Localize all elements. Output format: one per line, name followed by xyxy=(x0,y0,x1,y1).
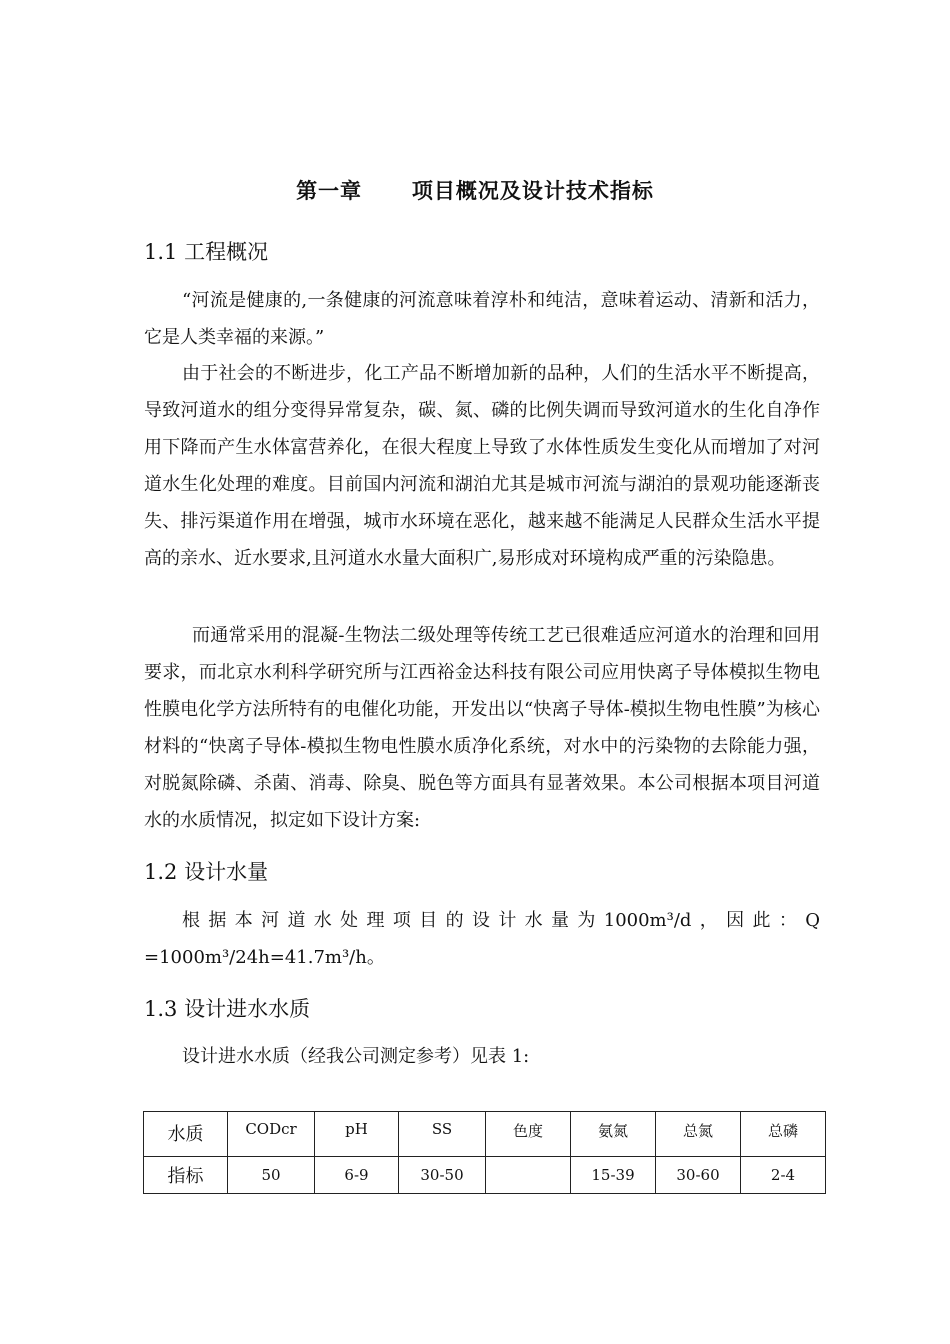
header-cell: 色度 xyxy=(486,1112,571,1157)
section-heading-1-3: 1.3 设计进水水质 xyxy=(144,997,311,1021)
design-flow-line-2: =1000m³/24h=41.7m³/h。 xyxy=(144,947,385,968)
section-heading-1-2: 1.2 设计水量 xyxy=(144,860,269,884)
design-flow-token: 河 xyxy=(261,910,280,931)
value-cell: 6-9 xyxy=(315,1157,399,1194)
design-flow-token: 量 xyxy=(551,910,570,931)
table-value-row xyxy=(144,1157,826,1194)
design-flow-paragraph xyxy=(144,902,820,976)
design-flow-token: 目 xyxy=(419,910,438,931)
chapter-title: 第一章 项目概况及设计技术指标 xyxy=(296,179,654,203)
section-heading-1-1: 1.1 工程概况 xyxy=(144,240,269,264)
design-flow-token: 水 xyxy=(313,910,332,931)
design-flow-token: Q xyxy=(805,910,820,931)
background-paragraph: 由于社会的不断进步，化工产品不断增加新的品种，人们的生活水平不断提高，导致河道水的组分变得异常复杂，碳、氮、磷的比例失调而导致河道水的生化自净作用下降而产生水体富营养化，在很大程度上导致了水体性质发生变化从而增加了对河道水生化处理的难度。目前国内河流和湖泊尤其是城市河流与湖泊的景观功能逐渐丧失、排污渠道作用在增强，城市水环境在恶化，越来越不能满足人民群众生活水平提高的亲水、近水要求,且河道水水量大面积广,易形成对环境构成严重的污染隐患。 xyxy=(144,363,820,569)
design-flow-token: 设 xyxy=(471,910,490,931)
header-cell: 总氮 xyxy=(656,1112,741,1157)
design-flow-line-1 xyxy=(144,902,820,939)
technology-paragraph: 而通常采用的混凝-生物法二级处理等传统工艺已很难适应河道水的治理和回用要求，而北京水利科学研究所与江西裕金达科技有限公司应用快离子导体模拟生物电性膜电化学方法所特有的电催化功能，开发出以“快离子导体-模拟生物电性膜”为核心材料的“快离子导体-模拟生物电性膜水质净化系统，对水中的污染物的去除能力强，对脱氮除磷、杀菌、消毒、除臭、脱色等方面具有显著效果。本公司根据本项目河道水的水质情况，拟定如下设计方案: xyxy=(144,625,820,831)
row-head-bottom: 指标 xyxy=(144,1157,228,1194)
value-cell xyxy=(486,1157,571,1194)
design-flow-token: 1000m³/d xyxy=(603,910,692,931)
design-flow-token: 因 xyxy=(726,910,745,931)
design-flow-token: 水 xyxy=(524,910,543,931)
design-flow-token: ： xyxy=(778,910,797,931)
influent-quality-intro: 设计进水水质（经我公司测定参考）见表 1: xyxy=(182,1046,530,1067)
value-cell: 15-39 xyxy=(571,1157,656,1194)
design-flow-token: 本 xyxy=(234,910,253,931)
row-head-top: 水质 xyxy=(144,1112,228,1157)
value-cell: 50 xyxy=(228,1157,315,1194)
quote-paragraph: “河流是健康的,一条健康的河流意味着淳朴和纯洁，意味着运动、清新和活力，它是人类幸福的来源。” xyxy=(144,290,820,348)
design-flow-token: 的 xyxy=(445,910,464,931)
design-flow-token: 此 xyxy=(752,910,771,931)
header-cell: SS xyxy=(399,1112,486,1157)
design-flow-token: 计 xyxy=(498,910,517,931)
header-cell: 氨氮 xyxy=(571,1112,656,1157)
value-cell: 30-50 xyxy=(399,1157,486,1194)
table-header-row xyxy=(144,1112,826,1157)
design-flow-token: 据 xyxy=(208,910,227,931)
design-flow-token: 理 xyxy=(366,910,385,931)
design-flow-token: 道 xyxy=(287,910,306,931)
header-cell: CODcr xyxy=(228,1112,315,1157)
influent-quality-table xyxy=(143,1111,826,1194)
value-cell: 30-60 xyxy=(656,1157,741,1194)
design-flow-token: 项 xyxy=(392,910,411,931)
header-cell: pH xyxy=(315,1112,399,1157)
design-flow-token: 为 xyxy=(577,910,596,931)
value-cell: 2-4 xyxy=(741,1157,826,1194)
design-flow-token: 处 xyxy=(340,910,359,931)
design-flow-token: 根 xyxy=(182,910,200,931)
header-cell: 总磷 xyxy=(741,1112,826,1157)
design-flow-token: ， xyxy=(699,910,718,931)
